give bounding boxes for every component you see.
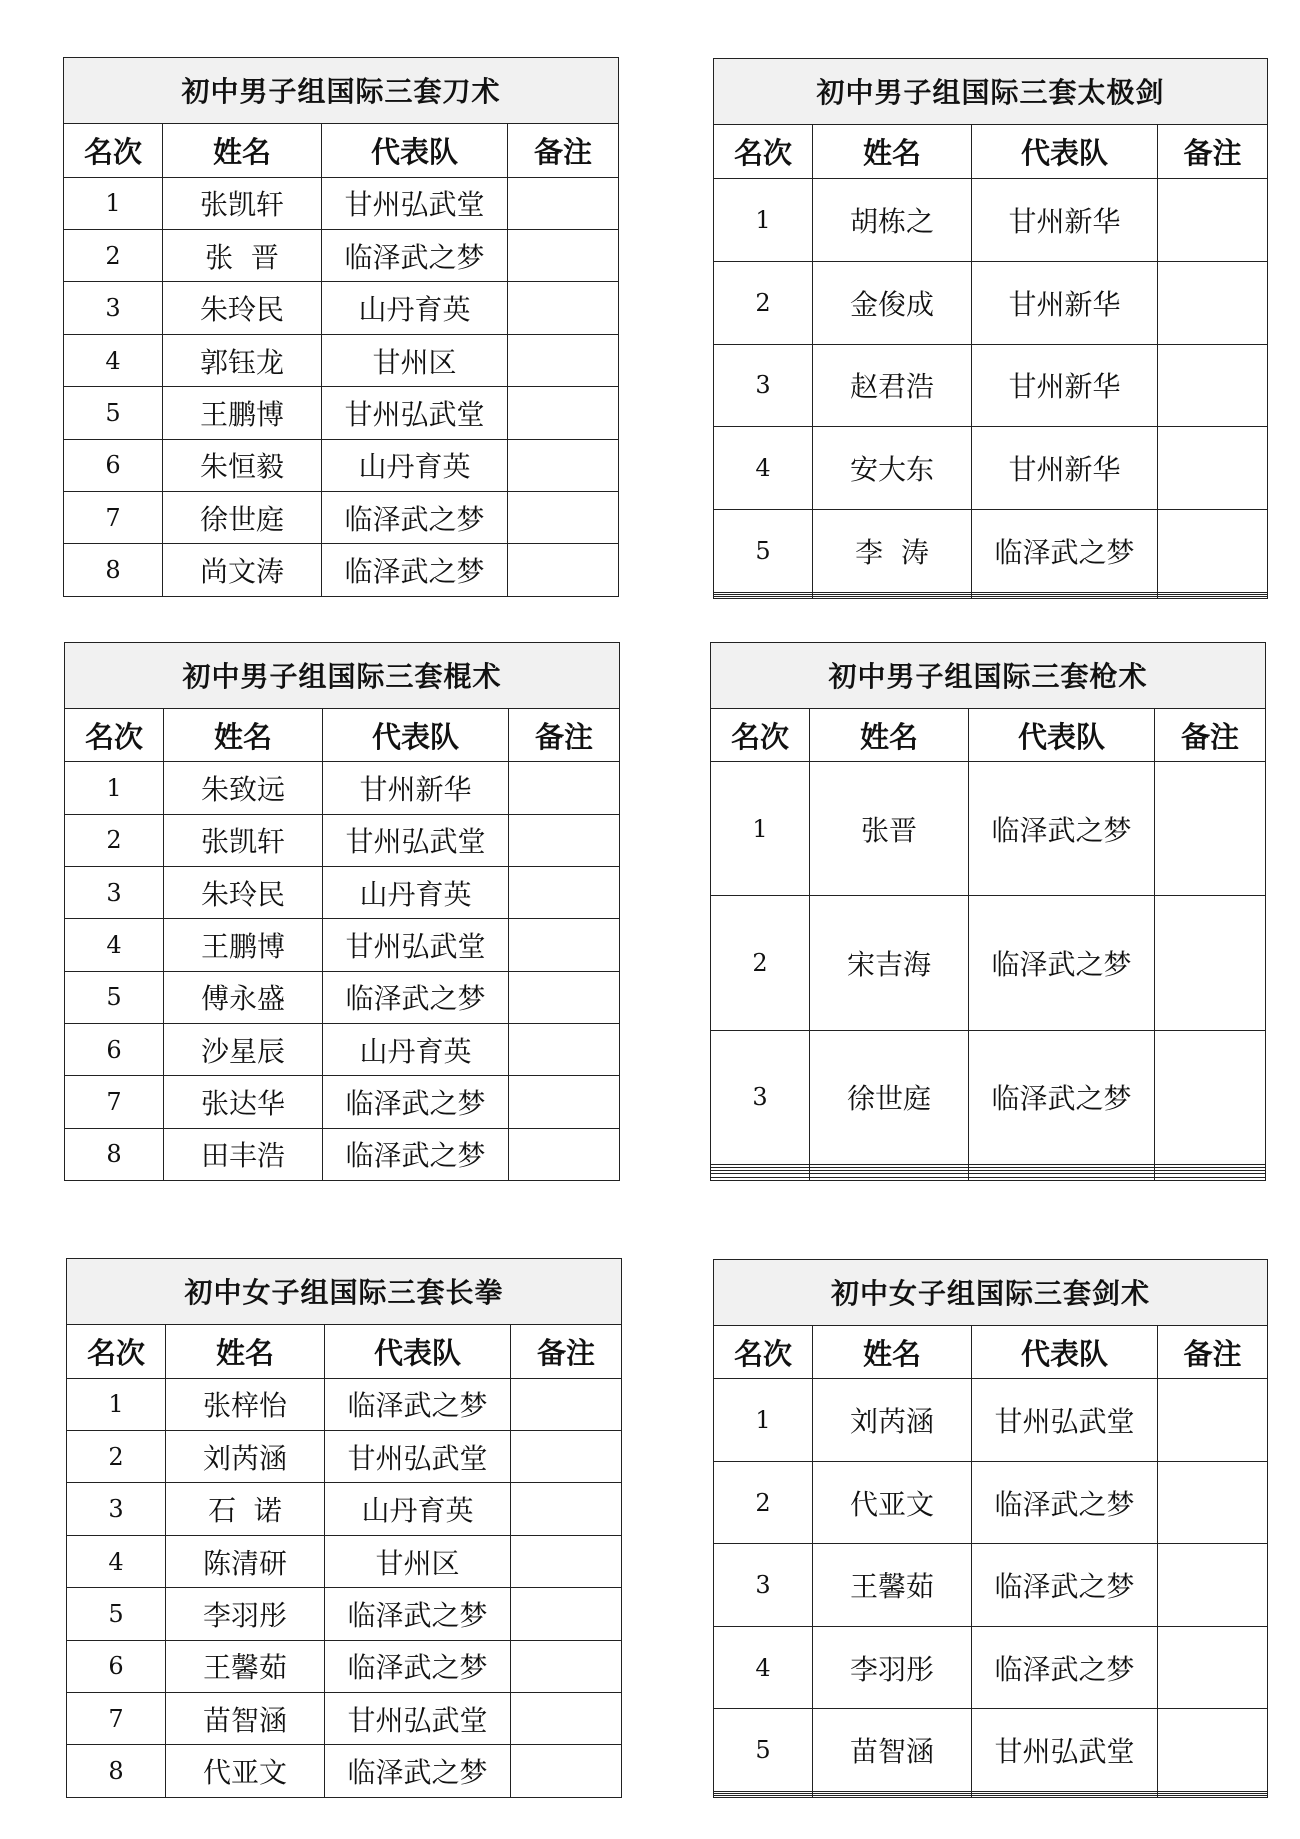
note-cell bbox=[1158, 344, 1268, 427]
name-cell: 张达华 bbox=[164, 1076, 323, 1128]
table-row bbox=[65, 1076, 620, 1128]
table-row bbox=[67, 1588, 622, 1640]
table-row bbox=[65, 867, 620, 919]
table-row bbox=[65, 1023, 620, 1075]
note-cell bbox=[511, 1483, 622, 1535]
note-cell bbox=[1158, 261, 1268, 344]
rank-cell: 2 bbox=[64, 230, 163, 282]
table-row bbox=[65, 1128, 620, 1180]
rank-cell: 5 bbox=[714, 1709, 813, 1792]
header-note: 备注 bbox=[511, 1324, 622, 1378]
table-row bbox=[714, 261, 1268, 344]
note-cell bbox=[509, 1023, 620, 1075]
header-rank: 名次 bbox=[64, 123, 163, 177]
note-cell bbox=[1158, 1709, 1268, 1792]
table-row bbox=[67, 1745, 622, 1798]
note-cell bbox=[511, 1640, 622, 1692]
note-cell bbox=[1158, 596, 1268, 598]
rank-cell: 3 bbox=[711, 1030, 810, 1164]
table-row bbox=[64, 439, 619, 491]
note-cell bbox=[511, 1745, 622, 1798]
name-cell: 张 晋 bbox=[163, 230, 322, 282]
name-cell: 沙星辰 bbox=[164, 1023, 323, 1075]
results-table-taiji-sword bbox=[713, 58, 1268, 599]
note-cell bbox=[508, 544, 619, 597]
rank-cell: 3 bbox=[64, 282, 163, 334]
name-cell: 朱恒毅 bbox=[163, 439, 322, 491]
table-row bbox=[64, 334, 619, 386]
rank-cell: 7 bbox=[64, 492, 163, 544]
table-row bbox=[67, 1431, 622, 1483]
rank-cell: 7 bbox=[67, 1693, 166, 1745]
table-row bbox=[714, 1461, 1268, 1544]
name-cell: 李羽彤 bbox=[166, 1588, 325, 1640]
header-rank: 名次 bbox=[67, 1324, 166, 1378]
team-cell: 山丹育英 bbox=[325, 1483, 511, 1535]
name-cell: 李 涛 bbox=[813, 510, 972, 593]
note-cell bbox=[1158, 427, 1268, 510]
team-cell: 山丹育英 bbox=[323, 1023, 509, 1075]
table-row bbox=[64, 387, 619, 439]
name-cell: 刘芮涵 bbox=[166, 1431, 325, 1483]
note-cell bbox=[1155, 896, 1266, 1030]
team-cell: 临泽武之梦 bbox=[325, 1745, 511, 1798]
name-cell: 代亚文 bbox=[166, 1745, 325, 1798]
rank-cell: 5 bbox=[714, 510, 813, 593]
rank-cell: 1 bbox=[67, 1378, 166, 1430]
header-rank: 名次 bbox=[714, 1325, 813, 1379]
note-cell bbox=[509, 762, 620, 814]
name-cell: 张凯轩 bbox=[163, 177, 322, 229]
note-cell bbox=[508, 334, 619, 386]
name-cell: 王鹏博 bbox=[163, 387, 322, 439]
name-cell: 王馨茹 bbox=[166, 1640, 325, 1692]
name-cell: 宋吉海 bbox=[810, 896, 969, 1030]
note-cell bbox=[1155, 762, 1266, 896]
team-cell: 甘州弘武堂 bbox=[325, 1693, 511, 1745]
name-cell: 徐世庭 bbox=[810, 1030, 969, 1164]
team-cell: 甘州新华 bbox=[972, 344, 1158, 427]
rank-cell: 3 bbox=[714, 1544, 813, 1627]
rank-cell: 1 bbox=[711, 762, 810, 896]
rank-cell: 8 bbox=[67, 1745, 166, 1798]
rank-cell: 1 bbox=[714, 178, 813, 261]
team-cell: 临泽武之梦 bbox=[322, 230, 508, 282]
rank-cell: 4 bbox=[64, 334, 163, 386]
header-rank: 名次 bbox=[65, 708, 164, 762]
note-cell bbox=[1155, 1177, 1266, 1180]
header-note: 备注 bbox=[1158, 124, 1268, 178]
rank-cell: 5 bbox=[67, 1588, 166, 1640]
table-row bbox=[64, 177, 619, 229]
note-cell bbox=[1158, 1379, 1268, 1462]
table-row bbox=[714, 1709, 1268, 1792]
rank-cell: 1 bbox=[714, 1379, 813, 1462]
name-cell bbox=[813, 596, 972, 598]
rank-cell: 2 bbox=[65, 814, 164, 866]
note-cell bbox=[1158, 1795, 1268, 1797]
header-name: 姓名 bbox=[813, 1325, 972, 1379]
team-cell: 临泽武之梦 bbox=[972, 1544, 1158, 1627]
table-row bbox=[714, 1544, 1268, 1627]
note-cell bbox=[508, 282, 619, 334]
team-cell: 甘州新华 bbox=[323, 762, 509, 814]
header-note: 备注 bbox=[508, 123, 619, 177]
table-title: 初中女子组国际三套剑术 bbox=[714, 1260, 1268, 1326]
name-cell: 朱玲民 bbox=[164, 867, 323, 919]
team-cell: 临泽武之梦 bbox=[969, 1030, 1155, 1164]
team-cell: 山丹育英 bbox=[322, 282, 508, 334]
note-cell bbox=[509, 1076, 620, 1128]
results-table-staff bbox=[64, 642, 620, 1181]
header-note: 备注 bbox=[1158, 1325, 1268, 1379]
note-cell bbox=[509, 1128, 620, 1180]
team-cell: 甘州弘武堂 bbox=[322, 387, 508, 439]
results-table-broadsword bbox=[63, 57, 619, 597]
note-cell bbox=[511, 1378, 622, 1430]
table-title: 初中男子组国际三套枪术 bbox=[711, 643, 1266, 709]
results-table-sword bbox=[713, 1259, 1268, 1798]
rank-cell: 3 bbox=[67, 1483, 166, 1535]
team-cell: 甘州弘武堂 bbox=[325, 1431, 511, 1483]
header-name: 姓名 bbox=[810, 708, 969, 762]
name-cell: 刘芮涵 bbox=[813, 1379, 972, 1462]
team-cell: 临泽武之梦 bbox=[325, 1588, 511, 1640]
name-cell: 郭钰龙 bbox=[163, 334, 322, 386]
header-rank: 名次 bbox=[714, 124, 813, 178]
header-note: 备注 bbox=[509, 708, 620, 762]
header-name: 姓名 bbox=[164, 708, 323, 762]
rank-cell: 6 bbox=[67, 1640, 166, 1692]
table-row bbox=[64, 492, 619, 544]
rank-cell: 3 bbox=[714, 344, 813, 427]
table-row bbox=[714, 596, 1268, 598]
rank-cell: 8 bbox=[64, 544, 163, 597]
name-cell: 张凯轩 bbox=[164, 814, 323, 866]
name-cell: 石 诺 bbox=[166, 1483, 325, 1535]
rank-cell: 2 bbox=[67, 1431, 166, 1483]
note-cell bbox=[508, 492, 619, 544]
team-cell: 甘州新华 bbox=[972, 261, 1158, 344]
name-cell: 苗智涵 bbox=[813, 1709, 972, 1792]
note-cell bbox=[1158, 1544, 1268, 1627]
table-row bbox=[67, 1378, 622, 1430]
note-cell bbox=[511, 1693, 622, 1745]
table-row bbox=[711, 762, 1266, 896]
team-cell: 临泽武之梦 bbox=[323, 971, 509, 1023]
header-team: 代表队 bbox=[322, 123, 508, 177]
team-cell: 临泽武之梦 bbox=[323, 1128, 509, 1180]
table-title: 初中男子组国际三套刀术 bbox=[64, 58, 619, 124]
results-table-spear bbox=[710, 642, 1266, 1181]
rank-cell: 7 bbox=[65, 1076, 164, 1128]
team-cell: 山丹育英 bbox=[322, 439, 508, 491]
header-team: 代表队 bbox=[323, 708, 509, 762]
table-row bbox=[65, 919, 620, 971]
table-title: 初中男子组国际三套棍术 bbox=[65, 643, 620, 709]
name-cell: 田丰浩 bbox=[164, 1128, 323, 1180]
team-cell: 临泽武之梦 bbox=[972, 1461, 1158, 1544]
team-cell bbox=[972, 596, 1158, 598]
team-cell: 临泽武之梦 bbox=[325, 1640, 511, 1692]
rank-cell: 2 bbox=[714, 1461, 813, 1544]
rank-cell: 4 bbox=[714, 427, 813, 510]
table-row bbox=[65, 971, 620, 1023]
team-cell: 甘州弘武堂 bbox=[972, 1709, 1158, 1792]
table-row bbox=[65, 814, 620, 866]
name-cell: 金俊成 bbox=[813, 261, 972, 344]
rank-cell: 6 bbox=[64, 439, 163, 491]
team-cell: 临泽武之梦 bbox=[323, 1076, 509, 1128]
rank-cell: 5 bbox=[65, 971, 164, 1023]
rank-cell: 1 bbox=[65, 762, 164, 814]
team-cell: 甘州弘武堂 bbox=[323, 814, 509, 866]
note-cell bbox=[509, 971, 620, 1023]
note-cell bbox=[508, 387, 619, 439]
team-cell: 临泽武之梦 bbox=[972, 510, 1158, 593]
team-cell: 甘州弘武堂 bbox=[322, 177, 508, 229]
name-cell: 陈清研 bbox=[166, 1535, 325, 1587]
table-row bbox=[65, 762, 620, 814]
name-cell: 徐世庭 bbox=[163, 492, 322, 544]
rank-cell: 3 bbox=[65, 867, 164, 919]
note-cell bbox=[511, 1535, 622, 1587]
table-row bbox=[714, 427, 1268, 510]
note-cell bbox=[511, 1588, 622, 1640]
team-cell: 临泽武之梦 bbox=[969, 896, 1155, 1030]
note-cell bbox=[1158, 1626, 1268, 1709]
note-cell bbox=[1155, 1030, 1266, 1164]
team-cell: 甘州弘武堂 bbox=[972, 1379, 1158, 1462]
table-row bbox=[714, 510, 1268, 593]
name-cell: 朱致远 bbox=[164, 762, 323, 814]
rank-cell: 2 bbox=[714, 261, 813, 344]
rank-cell: 8 bbox=[65, 1128, 164, 1180]
table-row bbox=[67, 1535, 622, 1587]
name-cell: 王鹏博 bbox=[164, 919, 323, 971]
team-cell: 临泽武之梦 bbox=[322, 492, 508, 544]
name-cell: 傅永盛 bbox=[164, 971, 323, 1023]
name-cell: 赵君浩 bbox=[813, 344, 972, 427]
team-cell: 临泽武之梦 bbox=[969, 762, 1155, 896]
header-team: 代表队 bbox=[972, 1325, 1158, 1379]
note-cell bbox=[509, 814, 620, 866]
note-cell bbox=[511, 1431, 622, 1483]
table-row bbox=[64, 282, 619, 334]
note-cell bbox=[508, 177, 619, 229]
rank-cell: 2 bbox=[711, 896, 810, 1030]
header-rank: 名次 bbox=[711, 708, 810, 762]
name-cell: 张梓怡 bbox=[166, 1378, 325, 1430]
team-cell: 甘州新华 bbox=[972, 427, 1158, 510]
name-cell bbox=[810, 1177, 969, 1180]
table-row bbox=[711, 1030, 1266, 1164]
name-cell bbox=[813, 1795, 972, 1797]
header-name: 姓名 bbox=[813, 124, 972, 178]
rank-cell bbox=[714, 1795, 813, 1797]
team-cell: 甘州区 bbox=[325, 1535, 511, 1587]
name-cell: 张晋 bbox=[810, 762, 969, 896]
table-row bbox=[714, 1379, 1268, 1462]
note-cell bbox=[508, 230, 619, 282]
header-name: 姓名 bbox=[166, 1324, 325, 1378]
name-cell: 苗智涵 bbox=[166, 1693, 325, 1745]
rank-cell bbox=[714, 596, 813, 598]
note-cell bbox=[1158, 1461, 1268, 1544]
table-row bbox=[67, 1693, 622, 1745]
table-row bbox=[714, 1626, 1268, 1709]
team-cell: 甘州弘武堂 bbox=[323, 919, 509, 971]
name-cell: 李羽彤 bbox=[813, 1626, 972, 1709]
note-cell bbox=[1158, 510, 1268, 593]
rank-cell: 4 bbox=[714, 1626, 813, 1709]
table-row bbox=[711, 1177, 1266, 1180]
note-cell bbox=[509, 867, 620, 919]
note-cell bbox=[1158, 178, 1268, 261]
rank-cell: 4 bbox=[65, 919, 164, 971]
header-team: 代表队 bbox=[972, 124, 1158, 178]
table-row bbox=[64, 230, 619, 282]
name-cell: 代亚文 bbox=[813, 1461, 972, 1544]
header-team: 代表队 bbox=[969, 708, 1155, 762]
header-note: 备注 bbox=[1155, 708, 1266, 762]
team-cell bbox=[972, 1795, 1158, 1797]
table-row bbox=[714, 1795, 1268, 1797]
table-row bbox=[714, 344, 1268, 427]
table-row bbox=[67, 1640, 622, 1692]
name-cell: 朱玲民 bbox=[163, 282, 322, 334]
table-row bbox=[64, 544, 619, 597]
team-cell: 山丹育英 bbox=[323, 867, 509, 919]
table-row bbox=[711, 896, 1266, 1030]
header-team: 代表队 bbox=[325, 1324, 511, 1378]
rank-cell: 6 bbox=[65, 1023, 164, 1075]
note-cell bbox=[508, 439, 619, 491]
rank-cell: 5 bbox=[64, 387, 163, 439]
table-row bbox=[67, 1483, 622, 1535]
name-cell: 尚文涛 bbox=[163, 544, 322, 597]
team-cell: 临泽武之梦 bbox=[325, 1378, 511, 1430]
results-table-changquan bbox=[66, 1258, 622, 1798]
header-name: 姓名 bbox=[163, 123, 322, 177]
name-cell: 胡栋之 bbox=[813, 178, 972, 261]
table-title: 初中男子组国际三套太极剑 bbox=[714, 59, 1268, 125]
rank-cell bbox=[711, 1177, 810, 1180]
table-title: 初中女子组国际三套长拳 bbox=[67, 1259, 622, 1325]
name-cell: 安大东 bbox=[813, 427, 972, 510]
team-cell: 甘州区 bbox=[322, 334, 508, 386]
rank-cell: 1 bbox=[64, 177, 163, 229]
team-cell bbox=[969, 1177, 1155, 1180]
team-cell: 临泽武之梦 bbox=[322, 544, 508, 597]
name-cell: 王馨茹 bbox=[813, 1544, 972, 1627]
team-cell: 临泽武之梦 bbox=[972, 1626, 1158, 1709]
team-cell: 甘州新华 bbox=[972, 178, 1158, 261]
table-row bbox=[714, 178, 1268, 261]
note-cell bbox=[509, 919, 620, 971]
rank-cell: 4 bbox=[67, 1535, 166, 1587]
